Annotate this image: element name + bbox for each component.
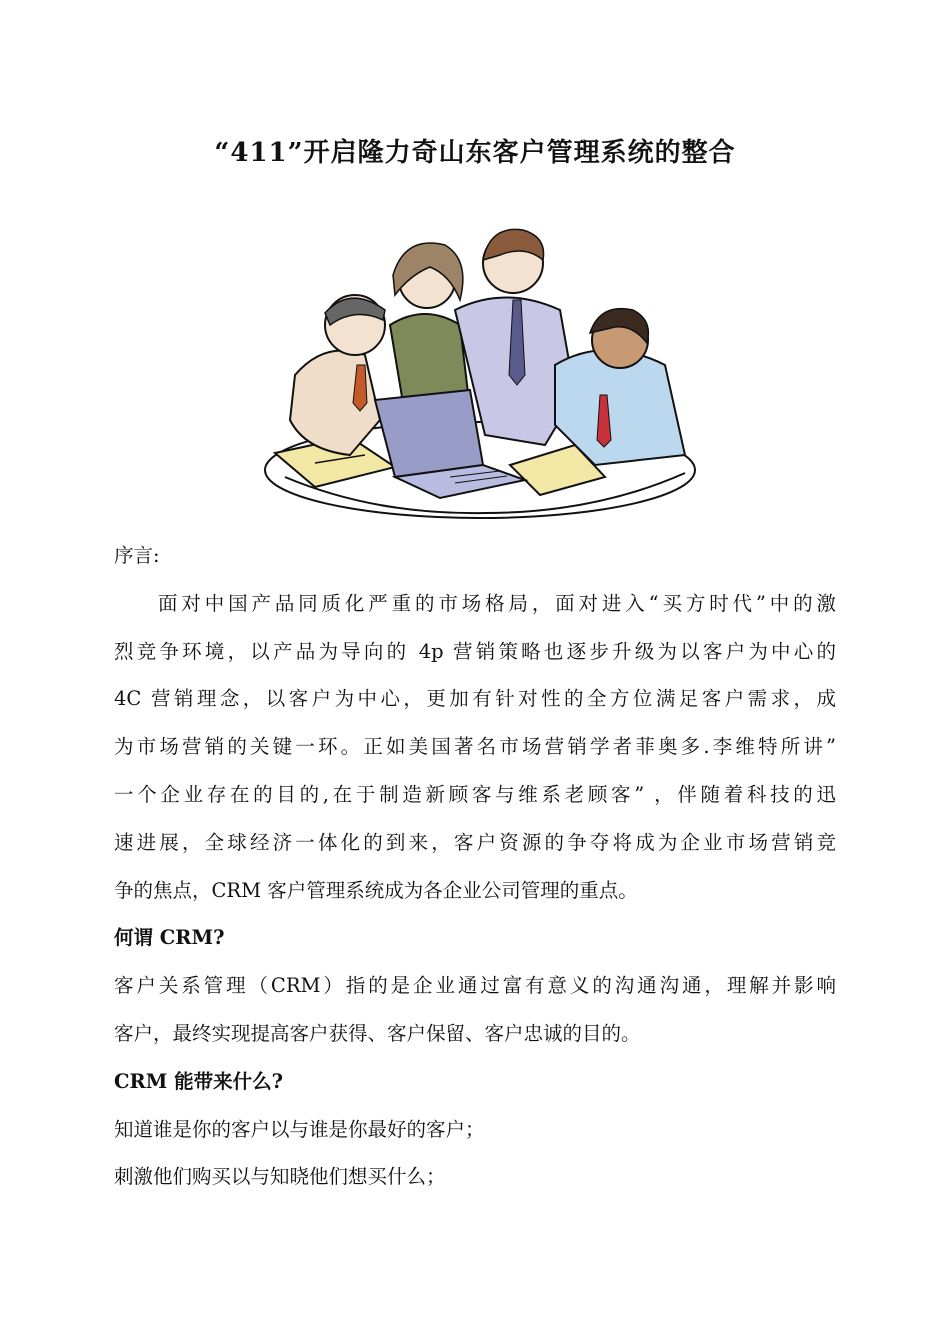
section-heading-what-is-crm: 何谓 CRM? <box>114 926 225 950</box>
section-paragraph-crm-benefits <box>114 1106 836 1202</box>
section-heading-crm-benefits: CRM 能带来什么? <box>114 1069 284 1093</box>
section-paragraph-what-is-crm <box>114 962 836 1058</box>
text-line: 烈竞争环境，以产品为导向的 4p 营销策略也逐步升级为以客户为中心的 <box>114 639 836 663</box>
text-line: 面对中国产品同质化严重的市场格局，面对进入“买方时代”中的激 <box>158 591 836 615</box>
text-line: 速进展，全球经济一体化的到来，客户资源的争夺将成为企业市场营销竞 <box>114 830 836 854</box>
text-line: 客户关系管理（CRM）指的是企业通过富有意义的沟通沟通，理解并影响 <box>114 974 836 998</box>
text-line: 一个企业存在的目的,在于制造新顾客与维系老顾客” ，伴随着科技的迅 <box>114 782 836 806</box>
text-line: 为市场营销的关键一环。正如美国著名市场营销学者菲奥多.李维特所讲” <box>114 735 836 759</box>
document-title: “411”开启隆力奇山东客户管理系统的整合 <box>214 138 736 168</box>
text-line: 刺激他们购买以与知晓他们想买什么； <box>114 1165 446 1189</box>
text-line: 客户，最终实现提高客户获得、客户保留、客户忠诚的目的。 <box>114 1021 641 1045</box>
laptop-screen <box>375 390 483 477</box>
text-line: 知道谁是你的客户以与谁是你最好的客户； <box>114 1117 485 1141</box>
document-body <box>114 532 836 1201</box>
text-line: 争的焦点，CRM 客户管理系统成为各企业公司管理的重点。 <box>114 878 638 902</box>
preface-label: 序言: <box>114 544 160 567</box>
text-line: 4C 营销理念，以客户为中心，更加有针对性的全方位满足客户需求，成 <box>114 687 836 711</box>
preface-paragraph <box>114 580 836 915</box>
business-meeting-illustration <box>255 215 700 520</box>
